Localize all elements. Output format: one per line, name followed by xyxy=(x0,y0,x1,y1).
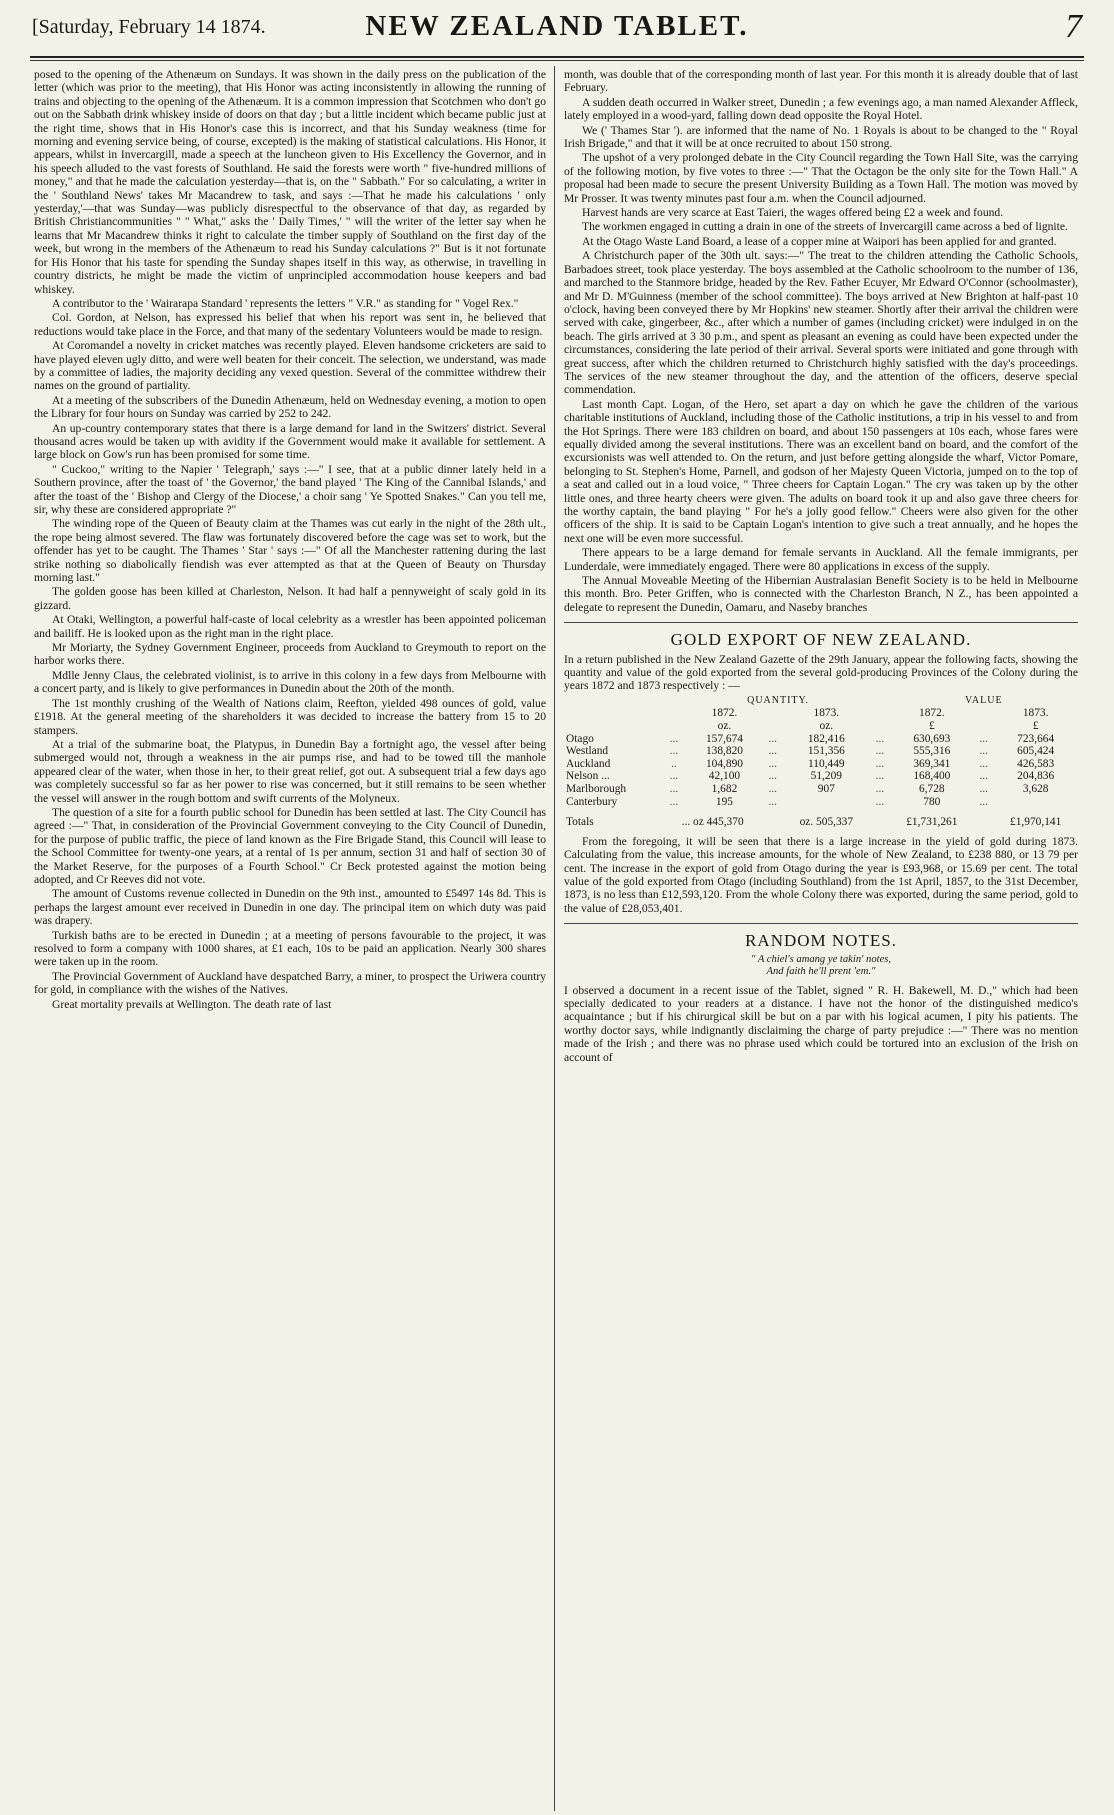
news-paragraph: At a trial of the submarine boat, the Platypus, in Dunedin Bay a fortnight ago, the vessel after being submerged would not, through a weakness in the air pumps rise, and had to be towed till the manhole appeared clear of the water, when those in her, to their great relief, got out. A subsequent trial a few days ago was completely successful so far as her power to rise was concerned, but it still remains to be seen whether the vessel will answer in the rough bottom and swift currents of the Molyneux. xyxy=(34,737,546,805)
issue-date: [Saturday, February 14 1874. xyxy=(32,16,266,38)
value-header: VALUE xyxy=(964,694,1003,706)
value-cell: 630,693 xyxy=(913,732,951,745)
province-name: Canterbury xyxy=(566,795,618,808)
table-row: Westland ... 138,820 ... 151,356 ... 555,316 ... 605,424 xyxy=(564,745,1078,758)
column-divider xyxy=(554,66,555,1811)
table-year-header xyxy=(564,707,1078,720)
news-paragraph: At Coromandel a novelty in cricket matches was recently played. Eleven handsome cricketers are said to have played eleven ugly ditto, and were well beaten for their conceit. The selection, we understand, was made by a committee of ladies, the majority deciding any vexed question. Several of the committee withdrew their names on the ground of partiality. xyxy=(34,339,546,393)
news-paragraph: A sudden death occurred in Walker street, Dunedin ; a few evenings ago, a man named Alexander Affleck, lately employed in a wood-yard, falling down dead opposite the Royal Hotel. xyxy=(564,95,1078,123)
news-paragraph: The amount of Customs revenue collected in Dunedin on the 9th inst., amounted to £5497 14s 8d. This is perhaps the largest amount ever received in Dunedin in one day. The principal item on which duty was paid was drapery. xyxy=(34,887,546,928)
news-paragraph: Mdlle Jenny Claus, the celebrated violinist, is to arrive in this colony in a few days from Melbourne with a concert party, and is likely to give performances in Dunedin about the 20th of the month. xyxy=(34,668,546,696)
value-cell: 3,628 xyxy=(1022,783,1049,796)
value-cell xyxy=(993,796,1078,809)
quantity-cell: 104,890 xyxy=(705,757,743,770)
province-name: Otago xyxy=(566,732,594,745)
gold-export-table xyxy=(564,695,1078,829)
news-paragraph: month, was double that of the corresponding month of last year. For this month it is already double that of last February. xyxy=(564,68,1078,95)
random-notes-body: I observed a document in a recent issue of the Tablet, signed " R. H. Bakewell, M. D.," which had been specially dedicated to your readers at a distance. I have not the honor of the distinguished medico's acquaintance ; but if his chirurgical skill be but on a par with his logical acumen, I pity his patients. The worthy doctor says, while indignantly disclaiming the charge of party prejudice :—" There was no mention made of the Irish ; and there was no phrase used which could be tortured into an exclusion of the Irish on account of xyxy=(564,983,1078,1064)
news-paragraph: The Provincial Government of Auckland have despatched Barry, a miner, to prospect the Uriwera country for gold, in compliance with the wishes of the Natives. xyxy=(34,969,546,997)
news-paragraph: The question of a site for a fourth public school for Dunedin has been settled at last. The City Council has agreed :—" That, in consideration of the Provincial Government conveying to the City Council of Dunedin, for the purpose of public traffic, the piece of land known as the Fire Brigade Stand, this Council will lease to the School Committee for twenty-one years, at a rental of 1s per annum, section 31 and half of section 30 of the Market Reserve, for the purposes of a Fourth School." Cr Beck protested against the motion being adopted, and Cr Reeves did not vote. xyxy=(34,805,546,886)
province-name: Auckland xyxy=(566,757,611,770)
year-header: 1872. xyxy=(919,707,945,720)
news-paragraph: At a meeting of the subscribers of the Dunedin Athenæum, held on Wednesday evening, a motion to open the Library for four hours on Sunday was carried by 252 to 242. xyxy=(34,393,546,421)
totals-value-1873: £1,970,141 xyxy=(1010,816,1062,829)
news-paragraph: We (' Thames Star '). are informed that the name of No. 1 Royals is about to be changed to the " Royal Irish Brigade," and that it will be at once recruited to about 150 strong. xyxy=(564,123,1078,151)
year-header: 1872. xyxy=(711,707,738,720)
news-paragraph: Mr Moriarty, the Sydney Government Engineer, proceeds from Auckland to Greymouth to report on the harbor works there. xyxy=(34,641,546,668)
news-paragraph: An up-country contemporary states that there is a large demand for land in the Switzers' district. Several thousand acres would be taken up with avidity if the Government would make it available for settlement. A large block on Gow's run has been promised for some time. xyxy=(34,421,546,462)
right-column xyxy=(564,68,1078,1808)
quantity-cell: 51,209 xyxy=(810,770,842,783)
gold-export-heading: GOLD EXPORT OF NEW ZEALAND. xyxy=(670,630,972,650)
value-cell: 369,341 xyxy=(913,757,951,770)
news-paragraph: The workmen engaged in cutting a drain in one of the streets of Invercargill came across a bed of lignite. xyxy=(582,220,1068,234)
quantity-cell: 182,416 xyxy=(807,732,845,745)
value-cell: 605,424 xyxy=(1017,745,1055,758)
news-paragraph: Harvest hands are very scarce at East Taieri, the wages offered being £2 a week and found. xyxy=(582,206,1004,220)
quantity-cell: 138,820 xyxy=(705,745,743,758)
news-paragraph: The 1st monthly crushing of the Wealth of Nations claim, Reefton, yielded 498 ounces of gold, value £1918. At the general meeting of the shareholders it was decided to increase the battery from 15 to 20 stampers. xyxy=(34,696,546,737)
unit-label: £ xyxy=(1032,720,1039,733)
epigraph xyxy=(564,954,1078,978)
masthead-rule-thin xyxy=(30,60,1084,61)
value-cell: 204,836 xyxy=(1017,770,1055,783)
news-paragraph: The upshot of a very prolonged debate in the City Council regarding the Town Hall Site, was the carrying of the following motion, by five votes to three :—" That the Octagon be the only site for the Town Hall." A proposal had been made to secure the present University Building as a Town Hall. The motion was moved by Mr Prosser. It was twenty minutes past four a.m. when the Council adjourned. xyxy=(564,151,1078,205)
quantity-cell: 907 xyxy=(817,783,835,796)
news-paragraph: A Christchurch paper of the 30th ult. says:—" The treat to the children attending the Catholic Schools, Barbadoes street, took place yesterday. The boys assembled at the Catholic schoolroom to the number of 136, and marched to the Stanmore bridge, headed by the Rev. Father Ecuyer, Mr Edward O'Connor (schoolmaster), and Mr D. M'Guinness (member of the school committee). The boys arrived at New Brighton at half-past 10 o'clock, having been conveyed there by Mr Hopkins' new steamer. Shortly after their arrival the children were served with cake, gingerbeer, &c., after which a number of games (including cricket) were indulged in on the beach. The girls arrived at 3 30 p.m., and spent as pleasant an evening as could have been expected under the circumstances, considering the late period of their arrival. Several sports were initiated and gone through with great success, after which the children returned to Christchurch highly satisfied with the day's proceedings. The services of the new steamer throughout the day, and the attention of the officers, deserve special commendation. xyxy=(564,249,1078,397)
province-name: Marlborough xyxy=(566,783,627,796)
news-paragraph: The golden goose has been killed at Charleston, Nelson. It had half a pennyweight of scaly gold in its gizzard. xyxy=(34,585,546,612)
year-header: 1873. xyxy=(813,707,840,720)
table-row: Marlborough ... 1,682 ... 907 ... 6,728 ... 3,628 xyxy=(564,783,1078,796)
page-number: 7 xyxy=(1065,8,1082,45)
totals-quantity-1872: ... oz 445,370 xyxy=(681,816,744,829)
masthead-rule xyxy=(30,56,1084,58)
news-paragraph: Col. Gordon, at Nelson, has expressed his belief that when his report was sent in, he believed that reductions would take place in the Force, and that many of the sedentary Volunteers would be made to resign. xyxy=(34,311,546,338)
gold-export-intro: In a return published in the New Zealand Gazette of the 29th January, appear the following facts, showing the quantity and value of the gold exported from the several gold-producing Provinces of the Colony during the years 1872 and 1873 respectively : — xyxy=(564,652,1078,693)
value-cell: 426,583 xyxy=(1017,757,1055,770)
news-paragraph: At the Otago Waste Land Board, a lease of a copper mine at Waipori has been applied for and granted. xyxy=(582,234,1057,248)
random-notes-heading: RANDOM NOTES. xyxy=(745,931,897,951)
news-paragraph: Great mortality prevails at Wellington. The death rate of last xyxy=(52,997,332,1011)
masthead xyxy=(28,4,1086,52)
section-rule xyxy=(564,923,1078,924)
news-paragraph: posed to the opening of the Athenæum on Sundays. It was shown in the daily press on the publication of the letter (which was prior to the meeting), that His Honor was acting inconsistently in allowing the running of trains and objecting to the opening of the Athenæum. It is a common impression that Scotchmen who don't go out on the Sabbath drink whiskey inside of doors on that day ; but a little incident which became public just at the right time, shows that in His Honor's case this is incorrect, and that his Sunday weakness (time for morning and evening service being, of course, excepted) is the making of statistical calculations. His Honor, it appears, whilst in Invercargill, made a speech at the luncheon given to His Excellency the Governor, and in his speech alluded to the vast forests of Southland. He said the forests were worth " five-hundred millions of money," and that he made the calculation yesterday—that is, on the " Sabbath." For so calculating, a writer in the ' Southland News' takes Mr Macandrew to task, and says :—That he made his calculations ' only yesterday,'—that was Sunday—was publicly disrespectful to the observance of that day, as regarded by British Christiancommunities " " What," asks the ' Daily Times,' " will the writer of the letter say when he learns that Mr Macandrew thinks it right to calculate the timber supply of Southland on the first day of the week, but wrong in the members of the Athenæum to read his Sunday calculations ?" But is it not fortunate for His Honor that his taste for spending the Sunday shapes itself in this way, as otherwise, in travelling in country districts, he might be made the victim of unprincipled accommodation house keepers and bad whiskey. xyxy=(34,68,546,296)
table-group-header xyxy=(564,695,1078,708)
value-cell: 780 xyxy=(923,795,941,808)
gold-export-body: From the foregoing, it will be seen that there is a large increase in the yield of gold during 1873. Calculating from the value, this increase amounts, for the whole of New Zealand, to £238 880, or 13 79 per cent. The increase in the export of gold from Otago during the year is £93,968, or 15.69 per cent. The total value of the gold exported from Otago (including Southland) from the 1st April, 1857, to the 31st December, 1873, is no less than £12,593,120. From the whole Colony there was exported, during the same period, gold to the value of £28,053,401. xyxy=(564,834,1078,915)
value-cell: 555,316 xyxy=(913,745,951,758)
quantity-header: QUANTITY. xyxy=(747,694,809,706)
table-row: Auckland .. 104,890 ... 110,449 ... 369,341 ... 426,583 xyxy=(564,758,1078,771)
value-cell: 723,664 xyxy=(1017,732,1055,745)
section-rule xyxy=(564,622,1078,623)
unit-label: oz. xyxy=(717,720,732,733)
quantity-cell: 195 xyxy=(715,795,733,808)
value-cell: 168,400 xyxy=(913,770,951,783)
unit-label: oz. xyxy=(819,720,834,733)
quantity-cell xyxy=(782,796,870,809)
table-row: Canterbury ... 195 ... ... 780 ... xyxy=(564,796,1078,809)
quantity-cell: 151,356 xyxy=(807,745,845,758)
unit-label: £ xyxy=(928,720,935,733)
news-paragraph: There appears to be a large demand for female servants in Auckland. All the female immigrants, per Lunderdale, were immediately engaged. There were 80 applications in excess of the supply. xyxy=(564,546,1078,573)
news-paragraph: A contributor to the ' Wairarapa Standard ' represents the letters " V.R." as standing for " Vogel Rex." xyxy=(52,296,519,310)
totals-label: Totals xyxy=(566,816,594,829)
totals-value-1872: £1,731,261 xyxy=(906,816,958,829)
totals-quantity-1873: oz. 505,337 xyxy=(799,816,854,829)
news-paragraph: The winding rope of the Queen of Beauty claim at the Thames was cut early in the night of the 28th ult., the rope being almost severed. The flaw was fortunately discovered before the cage was set to work, but the offender has yet to be caught. The Thames ' Star ' says :—" Of all the Manchester rattening during the last strike nothing so diabolically fiendish was ever attempted as that at the Queen of Beauty on Thursday morning last." xyxy=(34,517,546,585)
epigraph-line: And faith he'll prent 'em." xyxy=(766,965,876,977)
left-column xyxy=(34,68,546,1808)
year-header: 1873. xyxy=(1022,707,1049,720)
table-row: Nelson ... ... 42,100 ... 51,209 ... 168,400 ... 204,836 xyxy=(564,770,1078,783)
province-name: Nelson ... xyxy=(566,770,610,783)
newspaper-title: NEW ZEALAND TABLET. xyxy=(365,10,749,42)
table-row: Otago ... 157,674 ... 182,416 ... 630,693 ... 723,664 xyxy=(564,733,1078,746)
table-unit-header xyxy=(564,720,1078,733)
quantity-cell: 1,682 xyxy=(711,783,738,796)
epigraph-line: " A chiel's amang ye takin' notes, xyxy=(750,953,892,965)
quantity-cell: 42,100 xyxy=(708,770,741,783)
news-paragraph: At Otaki, Wellington, a powerful half-caste of local celebrity as a wrestler has been appointed policeman and bailiff. He is looked upon as the right man in the right place. xyxy=(34,613,546,640)
news-paragraph: Turkish baths are to be erected in Dunedin ; at a meeting of persons favourable to the project, it was resolved to form a company with 1000 shares, at £1 each, 10s to be paid an application. Nearly 300 shares were taken up in the room. xyxy=(34,928,546,969)
value-cell: 6,728 xyxy=(919,783,945,796)
table-totals-row xyxy=(564,808,1078,829)
news-paragraph: The Annual Moveable Meeting of the Hibernian Australasian Benefit Society is to be held in Melbourne this month. Bro. Peter Griffen, who is connected with the Charleston Branch, N Z., has been appointed a delegate to represent the Dunedin, Oamaru, and Naseby branches xyxy=(564,574,1078,614)
news-paragraph: Last month Capt. Logan, of the Hero, set apart a day on which he gave the children of the various charitable institutions of Auckland, including those of the Catholic institutions, a trip in his vessel to and from the Hot Springs. There were 183 children on board, and about 150 passengers at 10s each, whose fares were equally divided among the several institutions. There was an excellent band on board, and the comfort of the excursionists was well attended to. On the return, and just before getting alongside the wharf, Victor Pomare, belonging to St. Stephen's Home, Parnell, and godson of her Majesty Queen Victoria, jumped on to the top of a seat and called out in a loud voice, " Three cheers for Captain Logan." The cry was taken up by the other little ones, and three hearty cheers were given. The adults on board took it up and also gave three cheers for the worthy captain, the band playing " For he's a jolly good fellow." Cheers were also given for the other officers of the ship. It is said to be Captain Logan's intention to give such a treat annually, and he hopes the next one will be even more successful. xyxy=(564,397,1078,545)
news-paragraph: " Cuckoo," writing to the Napier ' Telegraph,' says :—" I see, that at a public dinner lately held in a Southern province, after the toast of ' the Governor,' the band played ' The King of the Cannibal Islands,' and after the toast of the ' Bishop and Clergy of the Diocese,' a choir sang ' Ye Spotted Snakes." Can you tell me, sir, why these are considered appropriate ?" xyxy=(34,462,546,516)
province-name: Westland xyxy=(566,745,609,758)
quantity-cell: 110,449 xyxy=(808,757,845,770)
quantity-cell: 157,674 xyxy=(705,732,743,745)
